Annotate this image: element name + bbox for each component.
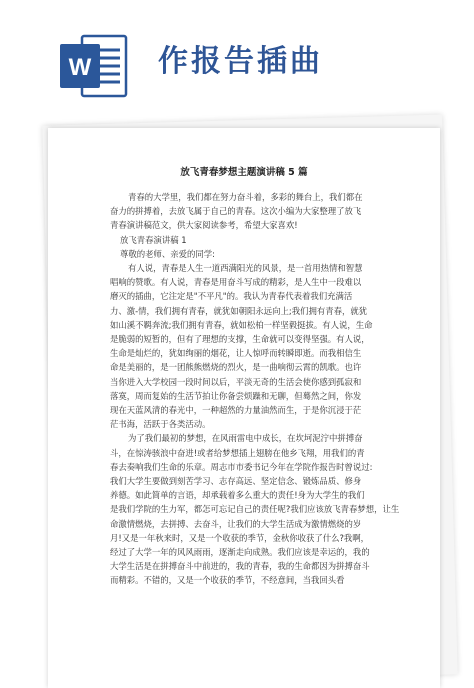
paragraph-line: 有人说，青春是人生一道西满阳光的风景，是一首用热情和智慧 [128, 263, 363, 274]
paragraph-line: 青春的大学里，我们都在努力奋斗着，多彩的舞台上，我们都在 [128, 192, 363, 202]
paragraph-line: 斗，在惊涛骇浪中奋进!或者给梦想插上翅膀在他乡飞翔，用我们的青 [110, 447, 365, 458]
paragraph-line: 生命是灿烂的，犹如绚丽的烟花，让人惊呼而转瞬即逝。而我相信生 [110, 348, 362, 359]
paragraph-line: 大学生活是在拼搏奋斗中前进的，我的青春，我的生命都因为拼搏奋斗 [110, 561, 370, 572]
banner-title: 作报告插曲 [158, 44, 323, 79]
paragraph-line: 是我们学院的生力军，都怎可忘记自己的责任呢?我们应该放飞青春梦想，让生 [110, 504, 400, 515]
paragraph-line: 当你进入大学校园一段时间以后，平淡无奇的生活会使你感到孤寂和 [110, 376, 362, 387]
paragraph-line: 经过了大学一年的风风雨雨，逐渐走向成熟。我们应该是幸运的，我的 [110, 547, 370, 558]
paragraph-line: 青春演讲稿范文，供大家阅读参考，希望大家喜欢! [110, 220, 298, 231]
document-title: 放飞青春梦想主题演讲稿 5 篇 [180, 167, 308, 178]
paragraph-line: 命激情燃烧，去拼搏、去奋斗，让我们的大学生活成为激情燃烧的岁 [110, 518, 362, 529]
paragraph-line: 春去奏响我们生命的乐章。周志市市委书记今年在学院作报告时曾说过: [110, 461, 373, 472]
paragraph-line: 茫书海，活跃于各类活动。 [110, 419, 211, 430]
paragraph-line: 落寞，周而复始的生活节拍让你备尝烦躁和无聊，但蓦然之间，你发 [110, 390, 362, 401]
section-heading: 放飞青春演讲稿 1 [120, 234, 187, 245]
word-logo-letter: W [68, 54, 92, 81]
paragraph-line: 现在天蓝风清的春光中，一种超然的力量油然而生，于是你沉浸于茫 [110, 405, 362, 416]
paragraph-line: 我们大学生要做到刻苦学习、志存高远、坚定信念、锻炼品质、修身 [110, 476, 362, 487]
paragraph-line: 唱响的赞歌。有人说，青春是用奋斗写成的精彩，是人生中一段难以 [110, 277, 362, 288]
document-page [48, 128, 440, 688]
paragraph-line: 如山溪不羁奔流;我们拥有青春，就如松柏一样坚毅挺拔。有人说，生命 [110, 319, 373, 330]
salutation: 尊敬的老师、亲爱的同学: [120, 248, 215, 259]
paragraph-line: 月!又是一年秋来时，又是一个收获的季节，金秋你收获了什么?我啊， [110, 532, 370, 543]
paragraph-line: 奋力的拼搏着，去放飞属于自己的青春。这次小编为大家整理了放飞 [110, 206, 362, 217]
paragraph-line: 磨灭的插曲，它注定是"不平凡"的。我认为青春代表着我们充满活 [110, 291, 353, 302]
paragraph-line: 而精彩。不错的，又是一个收获的季节，不经意间，当我回头看 [110, 575, 345, 586]
paragraph-line: 养德。如此简单的言语，却承载着多么重大的责任!身为大学生的我们 [110, 490, 365, 501]
paragraph-line: 为了我们最初的梦想，在风雨雷电中成长，在坎坷泥泞中拼搏奋 [128, 433, 363, 444]
paragraph-line: 力、激-情，我们拥有青春，就犹如朝阳永远向上;我们拥有青春，就犹 [110, 305, 368, 316]
paragraph-line: 命是美丽的，是一团熊熊燃烧的烈火，是一曲响彻云霄的凯歌。也许 [110, 362, 362, 373]
document-body [110, 190, 410, 588]
word-document-icon [60, 30, 130, 102]
paragraph-line: 是脆弱的短暂的，但有了理想的支撑，生命就可以变得坚强。有人说， [110, 334, 370, 345]
